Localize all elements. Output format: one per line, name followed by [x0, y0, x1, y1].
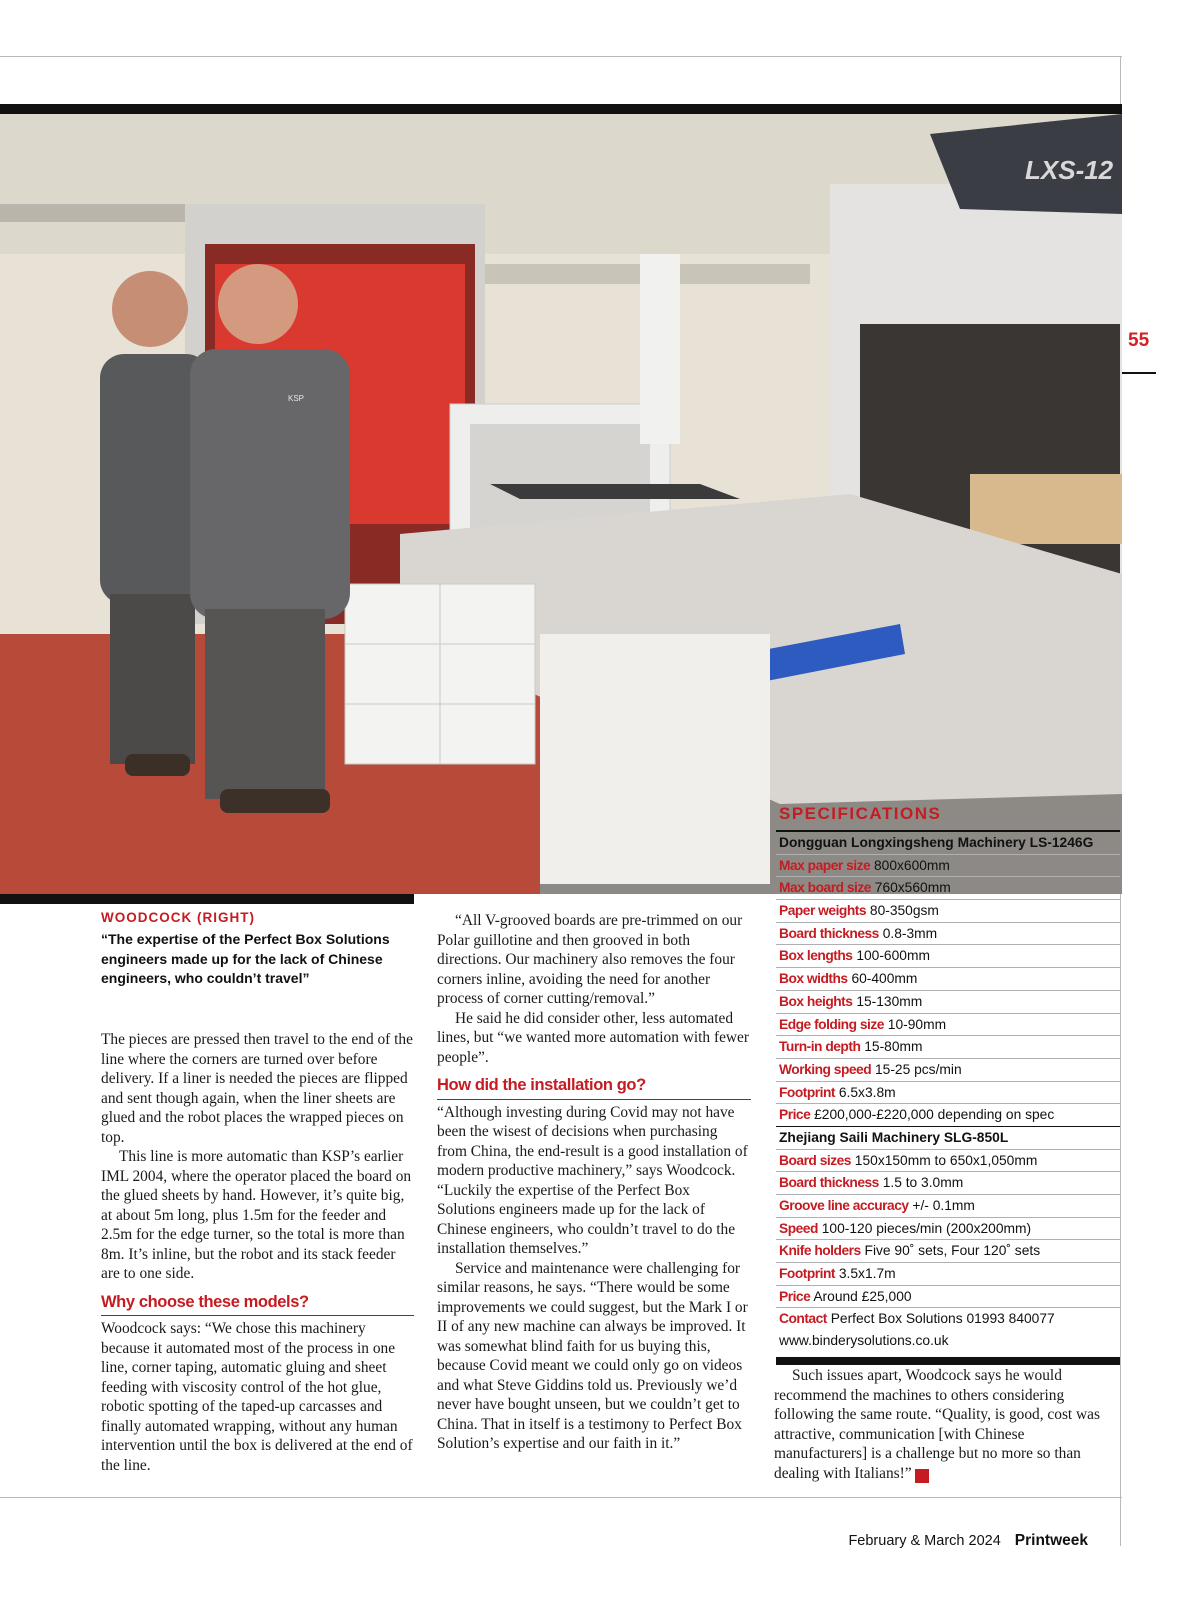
spec-key: Board thickness: [779, 1175, 879, 1191]
spec-key: Box heights: [779, 993, 853, 1009]
spec-row: [776, 1285, 1120, 1308]
spec-key: Turn-in depth: [779, 1039, 861, 1055]
spec-row: [776, 1035, 1120, 1058]
paragraph: He said he did consider other, less automated lines, but “we wanted more automation with fewer people”.: [437, 1009, 749, 1066]
spec-row: [776, 1262, 1120, 1285]
spec-value: Five 90˚ sets, Four 120˚ sets: [864, 1243, 1041, 1259]
paragraph: Woodcock says: “We chose this machinery because it automated most of the process in one line, corner taping, automatic gluing and sheet feeding with viscosity control of the hot glue, robotic spotting of the taped-up carcasses and finally automated wrapping, without any human intervention until the box is delivered at the end of the line.: [101, 1320, 413, 1474]
spec-machine-1: Dongguan Longxingsheng Machinery LS-1246G: [776, 830, 1120, 854]
spec-row: [776, 1307, 1120, 1330]
paragraph: “All V-grooved boards are pre-trimmed on our Polar guillotine and then grooved in both directions. Our machinery also removes the four corners inline, avoiding the need for another process of corner cutting/removal.”: [437, 912, 743, 1007]
spec-key: Board sizes: [779, 1152, 851, 1168]
spec-value: £200,000-£220,000 depending on spec: [814, 1107, 1055, 1123]
spec-bottom-bar: [776, 1357, 1120, 1365]
footer-date: February & March 2024: [848, 1533, 1001, 1549]
spec-key: Footprint: [779, 1266, 836, 1282]
page-number-rule: [1122, 372, 1156, 374]
paragraph-final: [774, 1366, 1119, 1483]
spec-row: [776, 1058, 1120, 1081]
spec-value: 15-130mm: [856, 993, 923, 1009]
specifications-box: [776, 802, 1120, 1365]
paragraph-text: Such issues apart, Woodcock says he would recommend the machines to others considering following the same route. “Quality, is good, cost was attractive, communication [with Chinese manufacturers] is a challenge but no more so than dealing with Italians!”: [774, 1367, 1100, 1482]
spec-row: [776, 922, 1120, 945]
jacket-logo: KSP: [288, 394, 305, 403]
spec-row: [776, 1171, 1120, 1194]
bottom-rule: [0, 1497, 1122, 1498]
page-number: 55: [1128, 330, 1150, 351]
spec-key: Knife holders: [779, 1243, 861, 1259]
spec-value: 760x560mm: [874, 880, 951, 896]
spec-row: [776, 1103, 1120, 1126]
spec-row: [776, 1217, 1120, 1240]
spec-machine-2: Zhejiang Saili Machinery SLG-850L: [776, 1126, 1120, 1149]
spec-key: Max board size: [779, 880, 871, 896]
spec-key: Edge folding size: [779, 1016, 884, 1032]
spec-row: [776, 1239, 1120, 1262]
spec-key: Paper weights: [779, 903, 867, 919]
footer-brand: Printweek: [1014, 1532, 1088, 1549]
printweek-end-mark-icon: P: [915, 1469, 929, 1483]
article-column-2: [437, 911, 751, 1454]
spec-row: [776, 944, 1120, 967]
spec-key: Max paper size: [779, 857, 871, 873]
paragraph: This line is more automatic than KSP’s earlier IML 2004, where the operator placed the board on the glued sheets by hand. However, it’s quite big, at about 5m long, plus 1.5m for the feeder and 2.5m for the edge turner, so the total is more than 8m. It’s inline, but the robot and its stack feeder are to one side.: [101, 1148, 412, 1282]
top-rule: [0, 56, 1122, 57]
spec-value: 1.5 to 3.0mm: [882, 1175, 964, 1191]
subheading-installation: How did the installation go?: [437, 1076, 751, 1100]
spec-value: 150x150mm to 650x1,050mm: [854, 1152, 1038, 1168]
photo-top-bar: [0, 104, 1122, 114]
spec-value: 15-25 pcs/min: [874, 1061, 962, 1077]
spec-value: 0.8-3mm: [882, 925, 938, 941]
caption-quote: “The expertise of the Perfect Box Solutions engineers made up for the lack of Chinese engineers, who couldn’t travel”: [101, 931, 390, 986]
paragraph: Service and maintenance were challenging for similar reasons, he says. “There would be some improvements we could suggest, but the Mark I or II of any new machine can always be improved. It was somewhat blind faith for us buying this, because Covid meant we could only go on videos and what Steve Giddins told us. Previously we’d never have bought unseen, but we couldn’t get to China. That in itself is a testimony to Perfect Box Solution’s expertise and our faith in it.”: [437, 1259, 748, 1452]
subheading-why-choose: Why choose these models?: [101, 1293, 414, 1317]
spec-key: Price: [779, 1288, 811, 1304]
spec-key: Contact: [779, 1311, 827, 1327]
spec-value: 15-80mm: [864, 1039, 923, 1055]
spec-key: Speed: [779, 1220, 818, 1236]
spec-key: Price: [779, 1107, 811, 1123]
spec-value: Perfect Box Solutions 01993 840077: [830, 1311, 1055, 1327]
spec-row: [776, 1013, 1120, 1036]
spec-value: 100-120 pieces/min (200x200mm): [821, 1220, 1032, 1236]
spec-row: [776, 1149, 1120, 1172]
factory-photo: [0, 114, 1122, 894]
spec-row: [776, 990, 1120, 1013]
article-column-3: [774, 1366, 1119, 1483]
spec-key: Box lengths: [779, 948, 853, 964]
caption-bar: [0, 894, 414, 904]
article-column-1: [101, 1030, 414, 1475]
spec-value: 10-90mm: [887, 1016, 947, 1032]
spec-list-2: [776, 1149, 1120, 1331]
spec-key: Groove line accuracy: [779, 1198, 909, 1213]
spec-row: [776, 854, 1120, 877]
spec-row: [776, 1081, 1120, 1104]
spec-key: Box widths: [779, 971, 848, 987]
spec-key: Board thickness: [779, 925, 879, 941]
spec-value: 800x600mm: [874, 857, 950, 873]
spec-list-1: [776, 854, 1120, 1126]
spec-value: 6.5x3.8m: [838, 1084, 896, 1100]
spec-row: [776, 899, 1120, 922]
spec-value: Around £25,000: [813, 1288, 912, 1304]
spec-value: 3.5x1.7m: [838, 1266, 896, 1282]
spec-key: Working speed: [779, 1061, 872, 1077]
caption-label: WOODCOCK (RIGHT): [101, 910, 255, 925]
spec-value: 60-400mm: [851, 971, 918, 987]
spec-row: [776, 876, 1120, 899]
paragraph: “Although investing during Covid may not have been the wisest of decisions when purchasing from China, the end-result is a good installation of modern productive machinery,” says Woodcock. “Luckily the expertise of the Perfect Box Solutions engineers made up for the lack of Chinese engineers, who couldn’t travel to do the installation themselves.”: [437, 1103, 748, 1257]
spec-row: [776, 967, 1120, 990]
spec-value: 100-600mm: [856, 948, 930, 964]
machine-label: LXS-12: [1025, 155, 1114, 185]
spec-value: +/- 0.1mm: [912, 1198, 975, 1213]
spec-row: [776, 1194, 1120, 1217]
footer: [848, 1532, 1088, 1550]
spec-value: 80-350gsm: [869, 903, 939, 919]
spec-website: www.binderysolutions.co.uk: [779, 1333, 949, 1349]
spec-key: Footprint: [779, 1084, 836, 1100]
specifications-title: SPECIFICATIONS: [779, 804, 942, 823]
paragraph: The pieces are pressed then travel to the end of the line where the corners are turned over before delivery. If a liner is needed the pieces are flipped and sent though again, when the liner sheets are glued and the robot places the wrapped pieces on top.: [101, 1031, 413, 1146]
